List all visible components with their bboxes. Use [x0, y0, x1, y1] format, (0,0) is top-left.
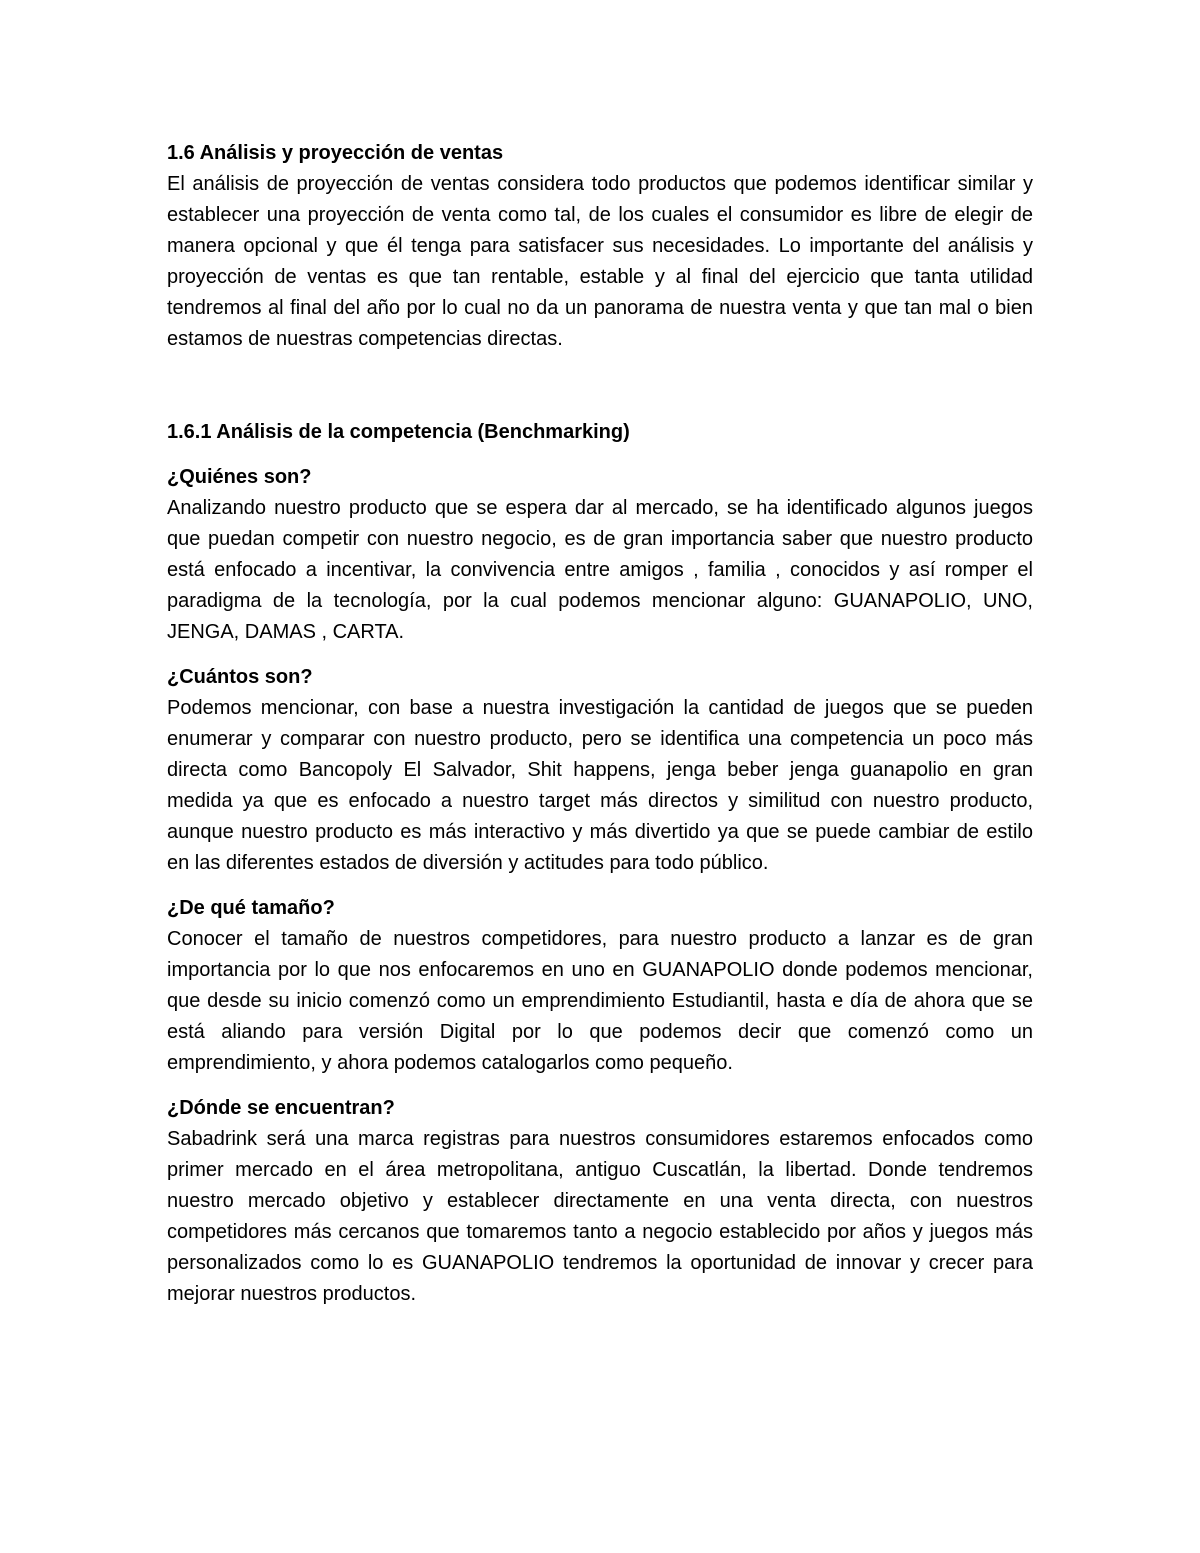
- document-page: [167, 138, 1033, 1310]
- paragraph-how-many: Podemos mencionar, con base a nuestra investigación la cantidad de juegos que se pueden enumerar y comparar con nuestro producto, pero se identifica una competencia un poco más directa como Bancopoly El Salvador, Shit happens, jenga beber jenga guanapolio en gran medida ya que es enfocado a nuestro target más directos y similitud con nuestro producto, aunque nuestro producto es más interactivo y más divertido ya que se puede cambiar de estilo en las diferentes estados de diversión y actitudes para todo público.: [167, 697, 1033, 874]
- paragraph-where: Sabadrink será una marca registras para nuestros consumidores estaremos enfocados como primer mercado en el área metropolitana, antiguo Cuscatlán, la libertad. Donde tendremos nuestro mercado objetivo y establecer directamente en una venta directa, con nuestros competidores más cercanos que tomaremos tanto a negocio establecido por años y juegos más personalizados como lo es GUANAPOLIO tendremos la oportunidad de innovar y crecer para mejorar nuestros productos.: [167, 1128, 1033, 1305]
- question-heading-where: ¿Dónde se encuentran?: [167, 1097, 395, 1119]
- section-heading-1-6: 1.6 Análisis y proyección de ventas: [167, 142, 504, 164]
- section-paragraph-sales-projection: El análisis de proyección de ventas considera todo productos que podemos identificar similar y establecer una proyección de venta como tal, de los cuales el consumidor es libre de elegir de manera opcional y que él tenga para satisfacer sus necesidades. Lo importante del análisis y proyección de ventas es que tan rentable, estable y al final del ejercicio que tanta utilidad tendremos al final del año por lo cual no da un panorama de nuestra venta y que tan mal o bien estamos de nuestras competencias directas.: [167, 173, 1033, 350]
- paragraph-size: Conocer el tamaño de nuestros competidores, para nuestro producto a lanzar es de gran importancia por lo que nos enfocaremos en uno en GUANAPOLIO donde podemos mencionar, que desde su inicio comenzó como un emprendimiento Estudiantil, hasta e día de ahora que se está aliando para versión Digital por lo que podemos decir que comenzó como un emprendimiento, y ahora podemos catalogarlos como pequeño.: [167, 928, 1033, 1074]
- question-heading-size: ¿De qué tamaño?: [167, 897, 335, 919]
- question-heading-how-many: ¿Cuántos son?: [167, 666, 313, 688]
- paragraph-who: Analizando nuestro producto que se espera dar al mercado, se ha identificado algunos juegos que puedan competir con nuestro negocio, es de gran importancia saber que nuestro producto está enfocado a incentivar, la convivencia entre amigos , familia , conocidos y así romper el paradigma de la tecnología, por la cual podemos mencionar alguno: GUANAPOLIO, UNO, JENGA, DAMAS , CARTA.: [167, 497, 1033, 643]
- section-heading-1-6-1: 1.6.1 Análisis de la competencia (Benchmarking): [167, 421, 630, 443]
- question-heading-who: ¿Quiénes son?: [167, 466, 312, 488]
